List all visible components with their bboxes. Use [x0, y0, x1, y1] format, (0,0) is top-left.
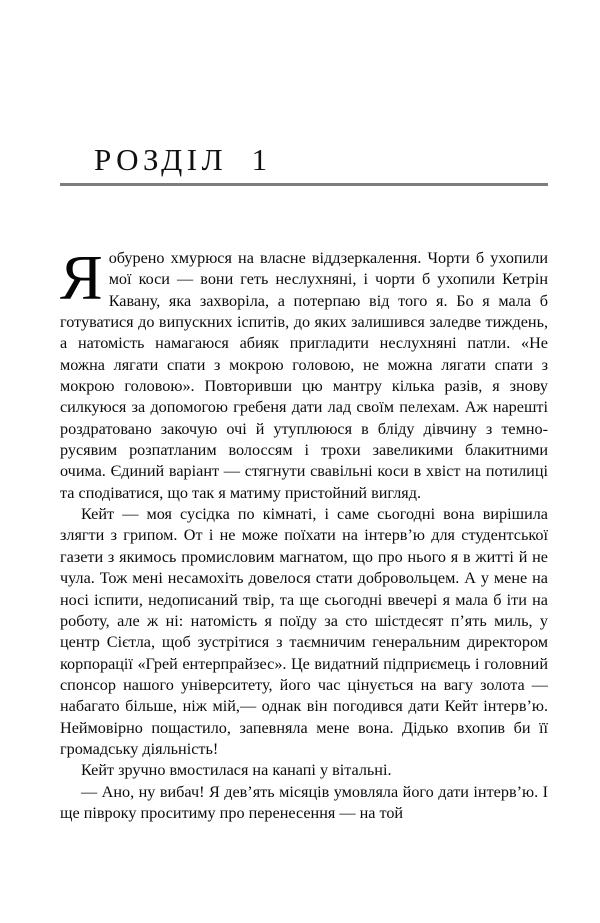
- chapter-divider-rule: [60, 183, 548, 186]
- chapter-title: РОЗДІЛ 1: [94, 142, 272, 177]
- drop-cap: Я: [60, 242, 103, 313]
- paragraph: [60, 760, 548, 781]
- paragraph-text: Кейт — моя сусідка по кімнаті, і саме сьогодні вона вирішила злягти з грипом. От і не може поїхати на інтерв’ю для студентської газети з якимось промисловим магнатом, що про нього я в житті й не чула. Тож мені несамохіть довелося стати добровольцем. А у мене на носі іспити, недописаний твір, та ще сьогодні ввечері я мала б іти на роботу, але ж ні: натомість я поїду за сто шістдесят п’ять миль, у центр Сієтла, щоб зустрітися з таємничим генеральним директором корпорації «Грей ентерпрайзес». Це видатний підприємець і головний спонсор нашого університету, його час цінується на вагу золота — набагато більше, ніж мій,— однак він погодився дати Кейт інтерв’ю. Неймовірно пощастило, запевняла мене вона. Дідько вхопив би її громадську діяльність!: [60, 505, 548, 758]
- chapter-header: [60, 142, 548, 186]
- paragraph: [60, 504, 548, 760]
- paragraph-text: обурено хмурюся на власне віддзеркалення. Чорти б ухопили мої коси — вони геть неслухняні, і чорти б ухопили Кетрін Кавану, яка захворіла, а потерпаю від того я. Бо я мала б готуватися до випускних іспитів, до яких залишився заледве тиждень, а натомість намагаюся абияк пригладити неслухняні патли. «Не можна лягати спати з мокрою головою, не можна лягати спати з мокрою головою». Повторивши цю мантру кілька разів, я знову силкуюся за допомогою гребеня дати лад своїм пелехам. Аж нарешті роздратовано закочую очі й утуплююся в бліду дівчину з темно-русявим розпатланим волоссям і трохи завеликими блакитними очима. Єдиний варіант — стягнути свавільні коси в хвіст на потилиці та сподіватися, що так я матиму пристойний вигляд.: [60, 249, 548, 502]
- paragraph-text: Кейт зручно вмостилася на канапі у вітальні.: [81, 761, 392, 780]
- paragraph: [60, 782, 548, 825]
- body-text-column: [60, 242, 548, 824]
- paragraph-text: — Ано, ну вибач! Я дев’ять місяців умовляла його дати інтерв’ю. І ще півроку проситиму про перенесення — на той: [60, 782, 548, 822]
- paragraph: [60, 242, 548, 504]
